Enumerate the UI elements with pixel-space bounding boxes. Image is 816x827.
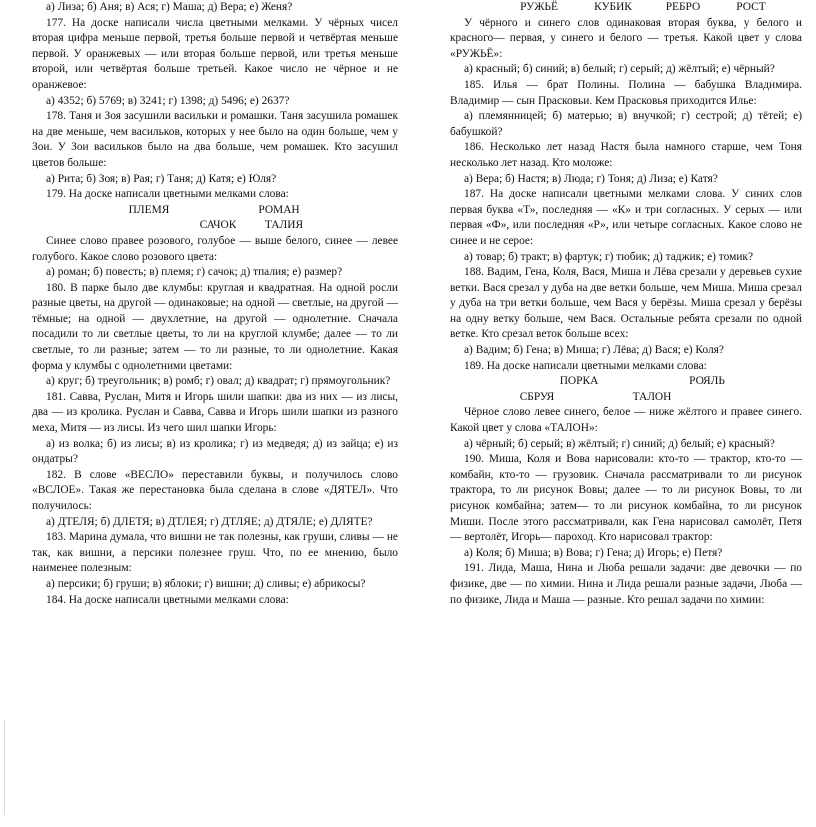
word: ПОРКА — [559, 375, 599, 388]
word: ТАЛИЯ — [264, 219, 304, 232]
problem-185: 185. Илья — брат Полины. Полина — бабушка Владимира. Владимир — сын Прасковьи. Кем Прасковья приходится Илье: — [450, 78, 802, 107]
answers-188: а) Вадим; б) Гена; в) Миша; г) Лёва; д) Вася; е) Коля? — [464, 344, 724, 357]
problem-189: 189. На доске написали цветными мелками слова: — [464, 359, 707, 372]
problem-183: 183. Марина думала, что вишни не так полезны, как груши, сливы — не так, как вишни, а персики полезнее груш. Что, по ее мнению, было наименее полезным: — [32, 531, 398, 575]
left-column — [32, 0, 398, 608]
answers-185: а) племянницей; б) матерью; в) внучкой; г) сестрой; д) тётей; е) бабушкой? — [450, 110, 802, 138]
answers-178: а) Рита; б) Зоя; в) Рая; г) Таня; д) Катя; е) Юля? — [46, 172, 277, 185]
words-179-row1 — [32, 203, 398, 219]
answers-184: а) красный; б) синий; в) белый; г) серый; д) жёлтый; е) чёрный? — [464, 63, 775, 76]
answers-182: а) ДТЕЛЯ; б) ДЛЕТЯ; в) ДТЛЕЯ; г) ДТЛЯЕ; д) ДТЯЛЕ; е) ДЛЯТЕ? — [46, 515, 373, 528]
problem-184-text: У чёрного и синего слов одинаковая вторая буква, у белого и красного— первая, у синего и белого — третья. Какой цвет у слова «РУЖЬЁ»: — [450, 16, 802, 60]
word: РОЯЛЬ — [689, 375, 725, 388]
answers-179: а) роман; б) повесть; в) племя; г) сачок; д) тпалия; е) размер? — [46, 266, 343, 279]
problem-184: 184. На доске написали цветными мелками слова: — [46, 593, 289, 606]
answers-183: а) персики; б) груши; в) яблоки; г) вишни; д) сливы; е) абрикосы? — [46, 577, 366, 590]
problem-181: 181. Савва, Руслан, Митя и Игорь шили шапки: два из них — из лисы, два — из кролика. Руслан и Савва, Савва и Игорь шили шапки из разного меха, Митя — из лисы. Из чего шил шапки Игорь: — [32, 390, 398, 435]
answers-176: а) Лиза; б) Аня; в) Ася; г) Маша; д) Вера; е) Женя? — [46, 1, 293, 13]
answers-189: а) чёрный; б) серый; в) жёлтый; г) синий; д) белый; е) красный? — [464, 437, 775, 450]
word: РЕБРО — [665, 1, 701, 13]
right-column — [450, 0, 802, 608]
words-179-row2 — [32, 218, 398, 234]
problem-187: 187. На доске написали цветными мелками слова. У синих слов первая буква «Т», последняя — «К» и три согласных. У серых — или первая «Ф», или последняя «Р», или четыре согласных. Какое слово не синее и не серое: — [450, 188, 802, 247]
problem-182: 182. В слове «ВЕСЛО» переставили буквы, и получилось слово «ВСЛОЕ». Такая же перестановка была сделана в слове «ДЯТЕЛ». Что получилось: — [32, 468, 398, 512]
word: РОСТ — [736, 1, 766, 13]
problem-179: 179. На доске написали цветными мелками слова: — [46, 188, 289, 201]
problem-186: 186. Несколько лет назад Настя была намного старше, чем Тоня несколько лет назад. Кто моложе: — [450, 141, 802, 169]
problem-188: 188. Вадим, Гена, Коля, Вася, Миша и Лёва срезали у деревьев сухие ветки. Вася срезал у дуба на две ветки больше, чем Миша. Миша срезал у дуба на три ветки больше, чем Вася у берёзы. Миша срезал у берёзы на одну ветку больше, чем Вася. Остальные ребята срезали по одной ветке. Кто срезал веток больше всех: — [450, 266, 802, 341]
word: СБРУЯ — [519, 390, 555, 403]
word: ПЛЕМЯ — [128, 203, 170, 216]
answers-186: а) Вера; б) Настя; в) Люда; г) Тоня; д) Лиза; е) Катя? — [464, 172, 718, 185]
word: РУЖЬЁ — [520, 1, 558, 13]
answers-181: а) из волка; б) из лисы; в) из кролика; г) из медведя; д) из зайца; е) из ондатры? — [32, 437, 398, 466]
problem-191: 191. Лида, Маша, Нина и Люба решали задачи: две девочки — по физике, две — по химии. Нина и Лида решали разные задачи, Люба — по физике, Лида и Маша — разные. Кто решал задачи по химии: — [450, 562, 802, 606]
problem-179-text: Синее слово правее розового, голубое — выше белого, синее — левее голубого. Какое слово розового цвета: — [32, 234, 398, 263]
problem-178: 178. Таня и Зоя засушили васильки и ромашки. Таня засушила ромашек на две меньше, чем васильков, которых у нее было на один больше, чем у Зои. У Зои васильков было на два больше, чем ромашек. Кто засушил цветов больше: — [32, 110, 398, 169]
answers-190: а) Коля; б) Миша; в) Вова; г) Гена; д) Игорь; е) Петя? — [464, 546, 723, 559]
problem-189-text: Чёрное слово левее синего, белое — ниже жёлтого и правее синего. Какой цвет у слова «ТАЛОН»: — [450, 406, 802, 435]
answers-187: а) товар; б) тракт; в) фартук; г) тюбик; д) таджик; е) томик? — [464, 250, 754, 263]
word: КУБИК — [594, 1, 632, 13]
problem-180: 180. В парке было две клумбы: круглая и квадратная. На одной росли разные цветы, на другой — одинаковые; на одной — светлые, на другой — тёмные; на одной — двухлетние, на другой — однолетние. Сначала посадили то ли светлые цветы, то ли на круглой клумбе; далее — то ли светлые, то ли разные; затем — то ли разные, то ли однолетние. Какая форма у клумбы с однолетними цветами: — [32, 281, 398, 372]
margin-divider — [4, 720, 5, 815]
answers-177: а) 4352; б) 5769; в) 3241; г) 1398; д) 5496; е) 2637? — [46, 94, 290, 107]
words-184-row — [450, 0, 802, 16]
problem-177: 177. На доске написали числа цветными мелками. У чёрных чисел вторая цифра меньше первой, третья больше первой и четвёртая меньше первой. У оранжевых — или вторая больше первой, или третья меньше второй, или четвёртая больше третьей. Какое число не чёрное и не оранжевое: — [32, 16, 398, 91]
problem-190: 190. Миша, Коля и Вова нарисовали: кто-то — трактор, кто-то — комбайн, кто-то — грузовик. Сначала рассматривали то ли рисунок трактора, то ли рисунок Вовы; далее — то ли рисунок Вовы, то ли рисунок комбайна; затем— то ли рисунок комбайна, то ли рисунок Миши. После этого рассматривали, как Гена нарисовал самолёт, Петя — вертолёт, Игорь— пароход. Кто нарисовал трактор: — [450, 453, 802, 544]
word: САЧОК — [199, 219, 237, 232]
word: ТАЛОН — [632, 390, 672, 403]
words-189-row2 — [450, 390, 802, 406]
answers-180: а) круг; б) треугольник; в) ромб; г) овал; д) квадрат; г) прямоугольник? — [46, 375, 391, 388]
word: РОМАН — [258, 203, 300, 216]
words-189-row1 — [450, 374, 802, 390]
